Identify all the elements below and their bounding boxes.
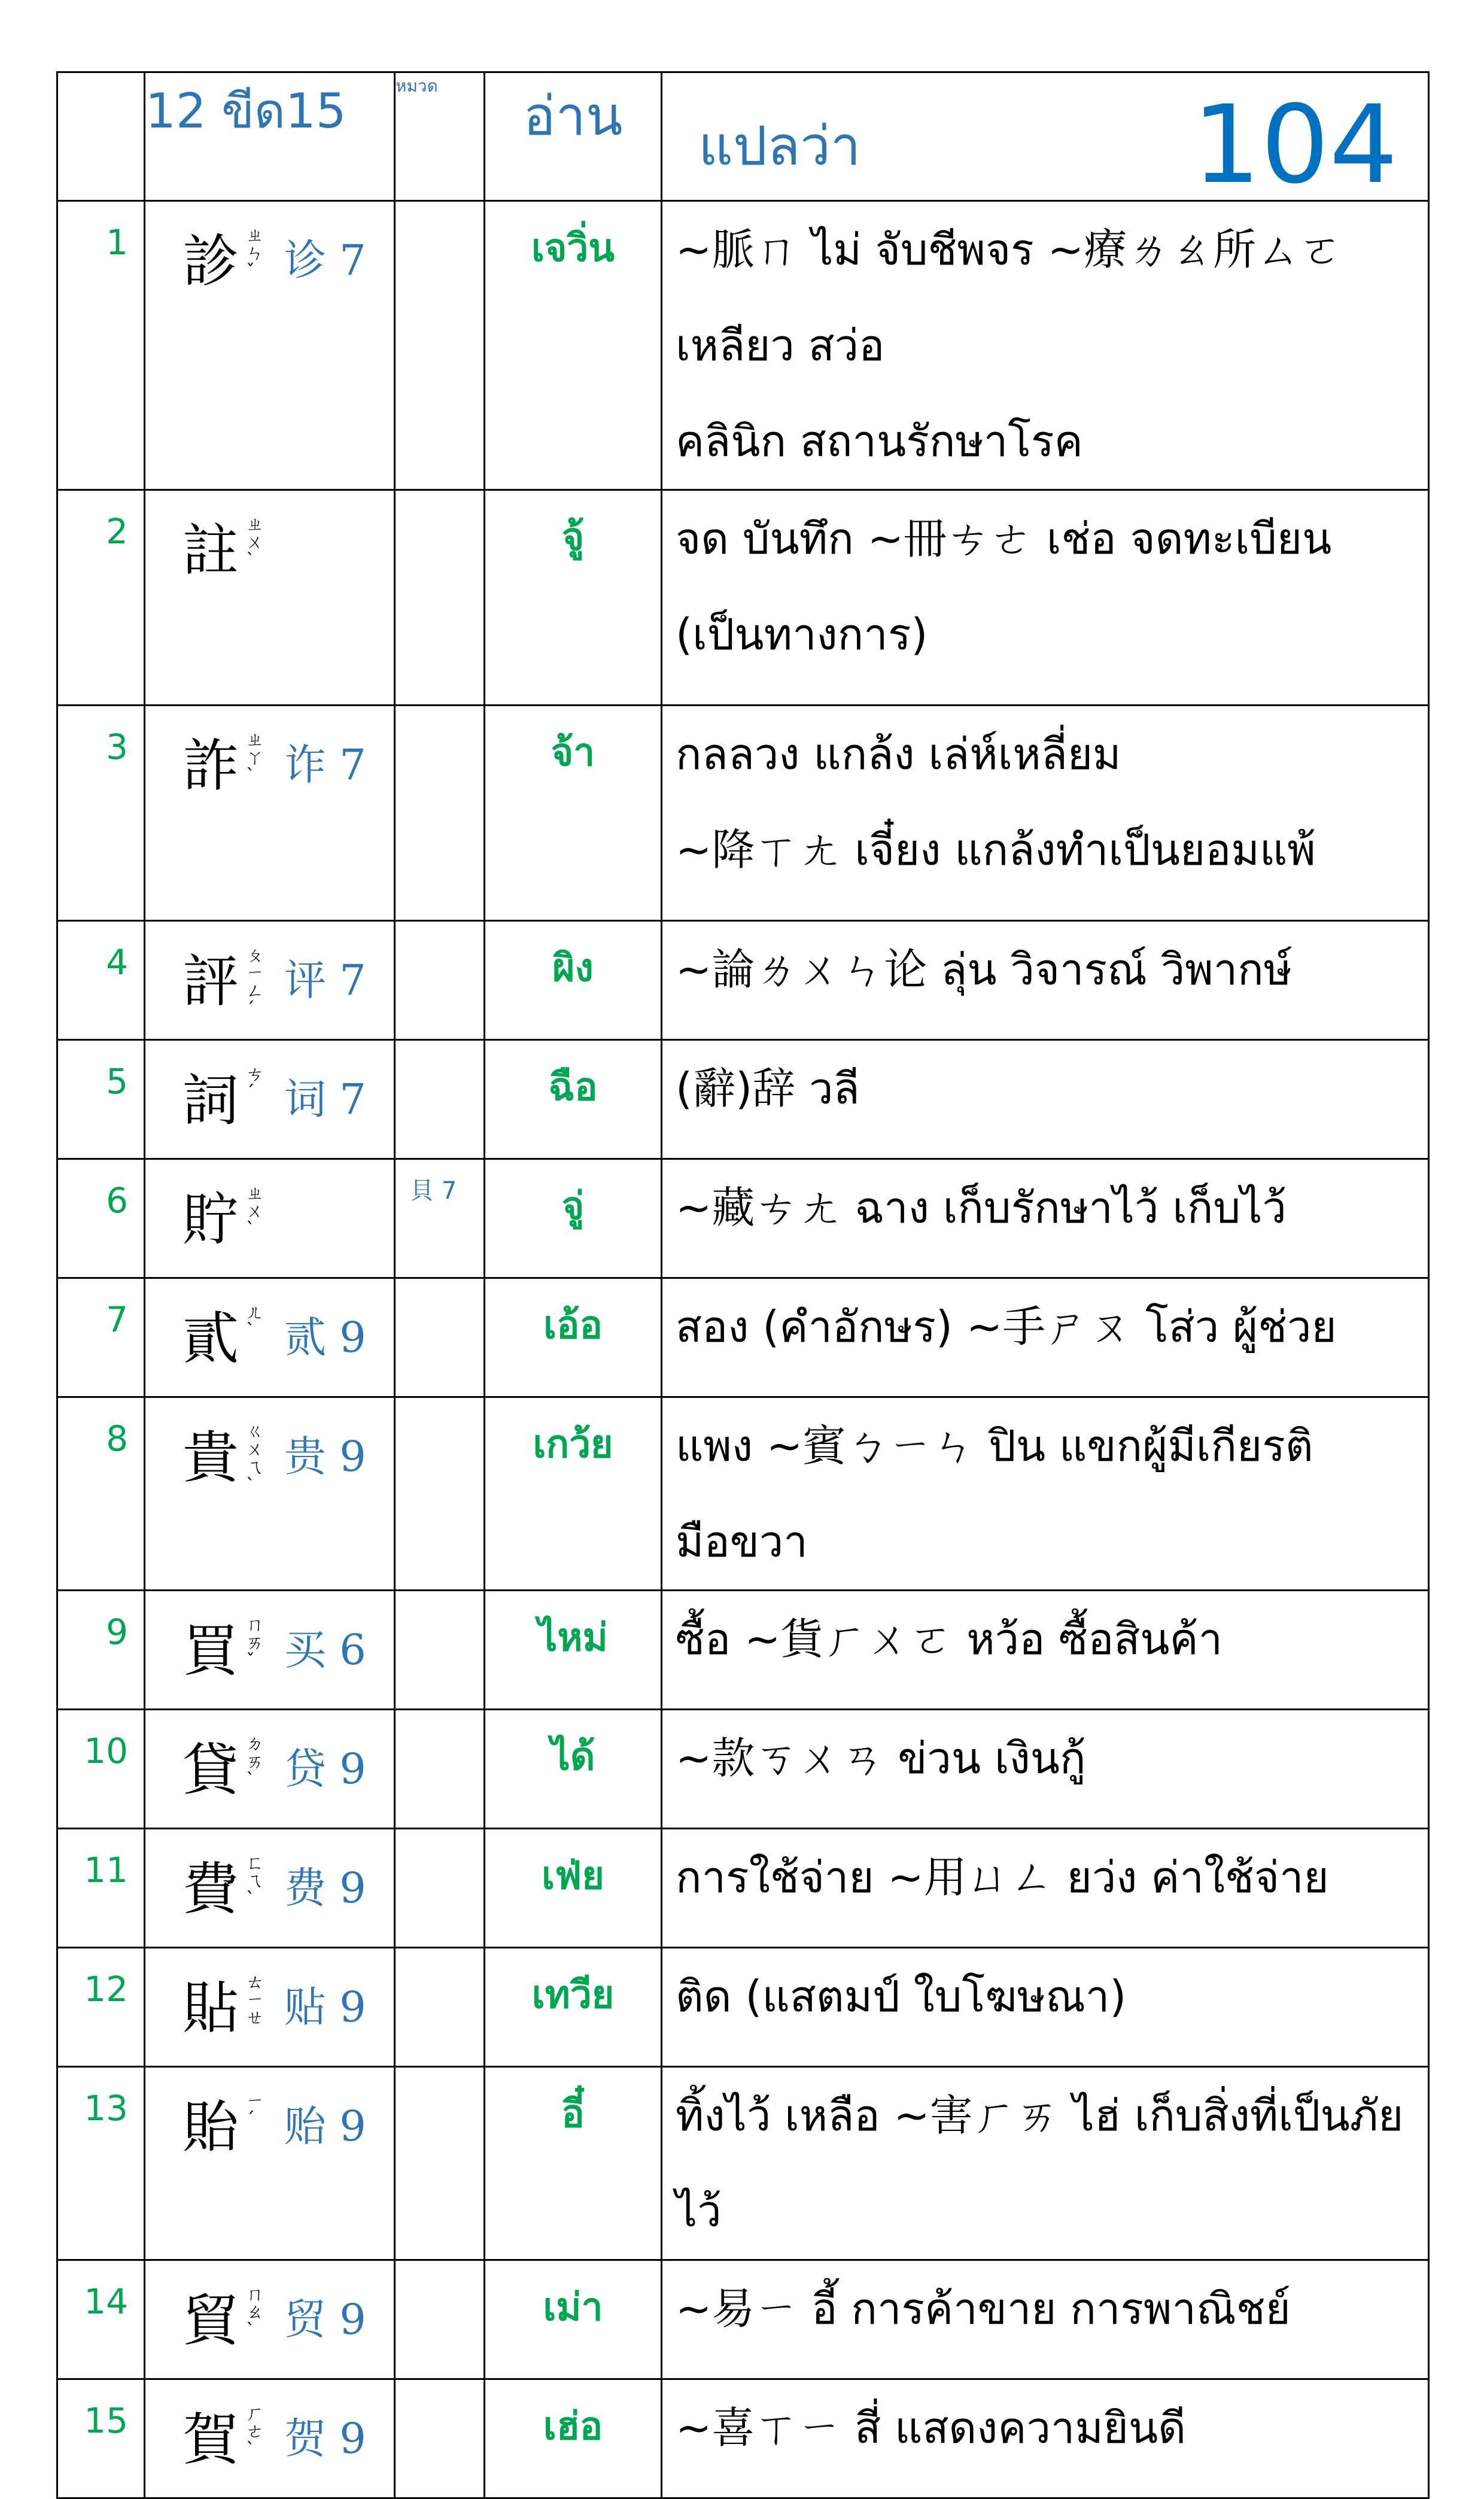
traditional-character: 貸 xyxy=(183,1738,239,1803)
table-row xyxy=(57,201,1429,490)
zhuyin-annotation: ㄧˊ xyxy=(246,2091,264,2130)
table-row xyxy=(57,2379,1429,2498)
table-row xyxy=(57,706,1429,921)
thai-reading: เม่า xyxy=(485,2260,662,2379)
table-row xyxy=(57,2067,1429,2260)
thai-reading: ได้ xyxy=(485,1710,662,1829)
thai-reading: จ้า xyxy=(485,706,662,921)
row-number: 11 xyxy=(57,1829,145,1948)
table-row xyxy=(57,1278,1429,1397)
table-row xyxy=(57,1829,1429,1948)
row-number: 8 xyxy=(57,1397,145,1591)
meaning-text: ~易ㄧ อี้ การค้าขาย การพาณิชย์ xyxy=(676,2284,1291,2334)
traditional-character: 詐 xyxy=(183,734,239,799)
radical-cell xyxy=(395,1829,485,1948)
meaning-text: ~脈ㄇ ไม่ จับชีพจร ~療ㄌㄠ所ㄙㄛ เหลียว สว่อ xyxy=(676,224,1343,370)
radical-cell xyxy=(395,1948,485,2067)
meaning-cell xyxy=(662,1040,1429,1159)
row-number: 9 xyxy=(57,1591,145,1710)
meaning-text: แพง ~賓ㄅㄧㄣ ปิน แขกผู้มีเกียรติ มือขวา xyxy=(676,1421,1313,1567)
meaning-text-line2: คลินิก สถานรักษาโรค xyxy=(676,416,1083,466)
zhuyin-annotation: ㄇㄠˋ xyxy=(246,2284,264,2341)
radical-cell xyxy=(395,1710,485,1829)
vocabulary-table xyxy=(56,71,1430,2499)
meaning-text: สอง (คำอักษร) ~手ㄕㄡ โส่ว ผู้ช่วย xyxy=(676,1302,1337,1352)
zhuyin-annotation: ㄓㄚˋ xyxy=(246,729,264,786)
meaning-cell xyxy=(662,1829,1429,1948)
table-row xyxy=(57,1040,1429,1159)
radical-cell xyxy=(395,2379,485,2498)
thai-reading: อี๋ xyxy=(485,2067,662,2260)
simplified-character: 贷 9 xyxy=(284,1744,366,1793)
traditional-character: 費 xyxy=(183,1857,239,1922)
table-row xyxy=(57,1159,1429,1278)
meaning-cell xyxy=(662,1948,1429,2067)
character-cell xyxy=(145,706,395,921)
radical-cell xyxy=(395,921,485,1040)
header-meaning-cell xyxy=(662,72,1429,208)
row-number: 2 xyxy=(57,490,145,706)
table-row xyxy=(57,1948,1429,2067)
character-cell xyxy=(145,1040,395,1159)
character-cell xyxy=(145,1829,395,1948)
zhuyin-annotation: ㄈㄟˋ xyxy=(246,1853,264,1910)
row-number: 3 xyxy=(57,706,145,921)
thai-reading: เฮ่อ xyxy=(485,2379,662,2498)
radical-cell xyxy=(395,201,485,490)
thai-reading: จู่ xyxy=(485,1159,662,1278)
traditional-character: 貳 xyxy=(183,1306,239,1372)
thai-reading: จู้ xyxy=(485,490,662,706)
row-number: 6 xyxy=(57,1159,145,1278)
radical-cell xyxy=(395,2260,485,2379)
traditional-character: 評 xyxy=(183,949,239,1014)
row-number: 4 xyxy=(57,921,145,1040)
header-row xyxy=(57,72,1429,201)
zhuyin-annotation: ㄊㄧㄝ xyxy=(246,1972,264,2029)
traditional-character: 詞 xyxy=(183,1068,239,1133)
meaning-cell xyxy=(662,1159,1429,1278)
thai-reading: ไหม่ xyxy=(485,1591,662,1710)
character-cell xyxy=(145,2260,395,2379)
thai-reading: เทวีย xyxy=(485,1948,662,2067)
radical-cell xyxy=(395,1040,485,1159)
zhuyin-annotation: ㄏㄜˋ xyxy=(246,2403,264,2460)
traditional-character: 貼 xyxy=(183,1976,239,2041)
character-cell xyxy=(145,921,395,1040)
meaning-cell xyxy=(662,1591,1429,1710)
character-cell xyxy=(145,1591,395,1710)
meaning-text: ~喜ㄒㄧ สี่ แสดงความยินดี xyxy=(676,2403,1186,2453)
traditional-character: 賀 xyxy=(183,2407,239,2473)
meaning-text: จด บันทึก ~冊ㄘㄜ เช่อ จดทะเบียน xyxy=(676,513,1332,564)
header-meaning: แปลว่า xyxy=(698,115,861,178)
page-number: 104 xyxy=(1192,83,1398,208)
meaning-cell xyxy=(662,2260,1429,2379)
radical-cell xyxy=(395,1591,485,1710)
simplified-character: 贸 9 xyxy=(284,2295,366,2344)
meaning-text: ซื้อ ~貨ㄏㄨㄛ หว้อ ซื้อสินค้า xyxy=(676,1614,1223,1664)
meaning-text-line2: ~降ㄒㄤ เจี๋ยง แกล้งทำเป็นยอมแพ้ xyxy=(676,825,1316,875)
table-row xyxy=(57,1397,1429,1591)
traditional-character: 診 xyxy=(183,229,239,294)
traditional-character: 貿 xyxy=(183,2288,239,2354)
row-number: 12 xyxy=(57,1948,145,2067)
header-stroke-count: 12 ขีด15 xyxy=(145,72,395,201)
zhuyin-annotation: ㄍㄨㄟˋ xyxy=(246,1421,264,1496)
row-number: 13 xyxy=(57,2067,145,2260)
meaning-cell xyxy=(662,490,1429,706)
radical-cell xyxy=(395,1278,485,1397)
radical-cell xyxy=(395,490,485,706)
radical-cell xyxy=(395,706,485,921)
simplified-character: 贴 9 xyxy=(284,1983,366,2032)
meaning-text: ~論ㄌㄨㄣ论 ลุ่น วิจารณ์ วิพากษ์ xyxy=(676,944,1293,995)
row-number: 14 xyxy=(57,2260,145,2379)
meaning-text: ~藏ㄘㄤ ฉาง เก็บรักษาไว้ เก็บไว้ xyxy=(676,1182,1287,1233)
table-row xyxy=(57,1591,1429,1710)
meaning-text: ~款ㄎㄨㄢ ข่วน เงินกู้ xyxy=(676,1733,1086,1783)
simplified-character: 词 7 xyxy=(284,1075,366,1124)
meaning-cell xyxy=(662,1710,1429,1829)
simplified-character: 诈 7 xyxy=(284,740,366,789)
zhuyin-annotation: ㄉㄞˋ xyxy=(246,1734,264,1790)
meaning-text: ทิ้งไว้ เหลือ ~害ㄏㄞ ไฮ่ เก็บสิ่งที่เป็นภัยไว้ xyxy=(676,2090,1404,2236)
radical-cell xyxy=(395,1397,485,1591)
character-cell xyxy=(145,201,395,490)
meaning-cell xyxy=(662,1397,1429,1591)
meaning-cell xyxy=(662,1278,1429,1397)
meaning-text: การใช้จ่าย ~用ㄩㄥ ยว่ง ค่าใช้จ่าย xyxy=(676,1852,1329,1902)
simplified-character: 贰 9 xyxy=(284,1313,366,1362)
simplified-character: 贻 9 xyxy=(284,2102,366,2151)
zhuyin-annotation: ㄘˊ xyxy=(246,1064,264,1103)
character-cell xyxy=(145,1397,395,1591)
thai-reading: เฟ่ย xyxy=(485,1829,662,1948)
simplified-character: 贺 9 xyxy=(284,2414,366,2463)
meaning-text-line2: (เป็นทางการ) xyxy=(676,609,928,659)
character-cell xyxy=(145,1159,395,1278)
meaning-cell xyxy=(662,921,1429,1040)
character-cell xyxy=(145,1278,395,1397)
character-cell xyxy=(145,1710,395,1829)
meaning-text: ติด (แสตมป์ ใบโฆษณา) xyxy=(676,1971,1127,2021)
row-number: 7 xyxy=(57,1278,145,1397)
row-number: 15 xyxy=(57,2379,145,2498)
zhuyin-annotation: ㄆㄧㄥˊ xyxy=(246,945,264,1020)
simplified-character: 评 7 xyxy=(284,956,366,1005)
character-cell xyxy=(145,490,395,706)
zhuyin-annotation: ㄓㄣˇ xyxy=(246,225,264,282)
thai-reading: เจวิ่น xyxy=(485,201,662,490)
zhuyin-annotation: ㄓㄨˋ xyxy=(246,514,264,571)
traditional-character: 買 xyxy=(183,1619,239,1684)
zhuyin-annotation: ㄇㄞˇ xyxy=(246,1615,264,1671)
meaning-text: (辭)辞 วลี xyxy=(676,1063,860,1114)
meaning-cell xyxy=(662,201,1429,490)
table-row xyxy=(57,490,1429,706)
traditional-character: 貽 xyxy=(183,2095,239,2160)
zhuyin-annotation: ㄓㄨˋ xyxy=(246,1183,264,1240)
radical-cell xyxy=(395,2067,485,2260)
radical-cell: 貝 7 xyxy=(395,1159,485,1278)
traditional-character: 註 xyxy=(183,518,239,583)
meaning-cell xyxy=(662,706,1429,921)
thai-reading: ผิง xyxy=(485,921,662,1040)
traditional-character: 貯 xyxy=(183,1187,239,1252)
traditional-character: 貴 xyxy=(183,1425,239,1491)
character-cell xyxy=(145,2067,395,2260)
header-radical: หมวด xyxy=(395,72,485,201)
row-number: 10 xyxy=(57,1710,145,1829)
meaning-cell xyxy=(662,2067,1429,2260)
simplified-character: 费 9 xyxy=(284,1863,366,1913)
table-row xyxy=(57,2260,1429,2379)
character-cell xyxy=(145,1948,395,2067)
header-number-cell xyxy=(57,72,145,201)
meaning-cell xyxy=(662,2379,1429,2498)
simplified-character: 买 6 xyxy=(284,1625,366,1674)
character-cell xyxy=(145,2379,395,2498)
thai-reading: เอ้อ xyxy=(485,1278,662,1397)
simplified-character: 贵 9 xyxy=(284,1432,366,1481)
header-reading: อ่าน xyxy=(485,72,662,201)
row-number: 5 xyxy=(57,1040,145,1159)
zhuyin-annotation: ㄦˋ xyxy=(246,1302,264,1341)
row-number: 1 xyxy=(57,201,145,490)
table-row xyxy=(57,921,1429,1040)
thai-reading: เกว้ย xyxy=(485,1397,662,1591)
table-row xyxy=(57,1710,1429,1829)
simplified-character: 诊 7 xyxy=(284,236,366,285)
thai-reading: ฉือ xyxy=(485,1040,662,1159)
meaning-text: กลลวง แกล้ง เล่ห์เหลี่ยม xyxy=(676,729,1121,779)
